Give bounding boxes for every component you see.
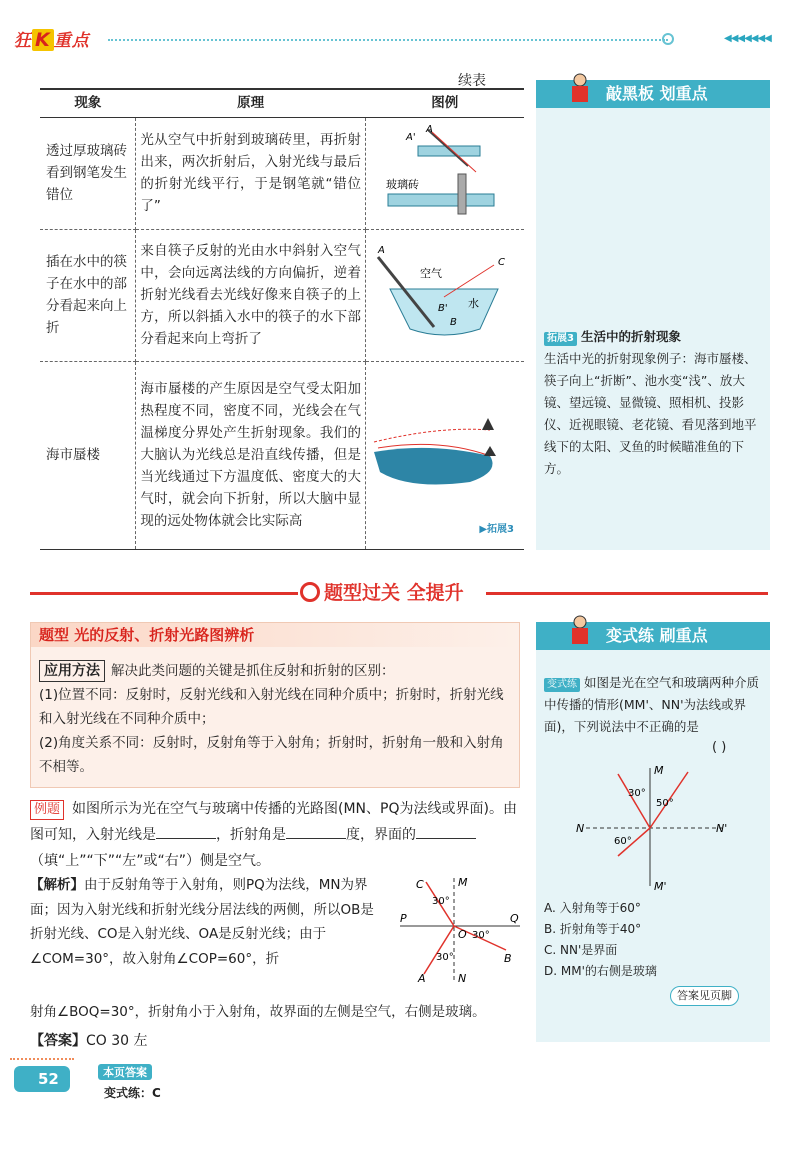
- phenomenon-cell: 海市蜃楼: [40, 361, 136, 549]
- fig-angle: 50°: [656, 798, 674, 809]
- fig-angle: 30°: [472, 930, 490, 941]
- practice-light-path-diagram: [576, 762, 736, 892]
- mirage-diagram: [370, 412, 520, 492]
- extension-title: 生活中的折射现象: [580, 329, 681, 344]
- option-d: D. MM'的右侧是玻璃: [544, 964, 657, 978]
- fig-label: A: [377, 244, 385, 256]
- fig-label: M': [654, 880, 667, 892]
- fig-caption: 玻璃砖: [385, 177, 419, 191]
- table-header-row: [40, 89, 524, 117]
- table-row: [40, 229, 524, 361]
- extension-tag: 拓展3: [544, 332, 577, 346]
- fig-angle: 60°: [614, 836, 632, 847]
- sidebar-title-bar: [536, 622, 770, 650]
- brand-logo: 狂 K 重点: [14, 29, 90, 51]
- student-icon: [566, 614, 594, 648]
- sidebar-title: 变式练 刷重点: [606, 626, 708, 645]
- answer-blank: [156, 838, 216, 839]
- fig-label: B': [437, 302, 448, 314]
- table-row: [40, 361, 524, 549]
- extension-tag: ▶拓展3: [479, 523, 514, 535]
- method-label: 应用方法: [39, 660, 105, 682]
- fig-label: P: [400, 912, 407, 925]
- table-header: 现象: [40, 89, 136, 117]
- sidebar-practice: [536, 622, 770, 1042]
- fig-label: M: [458, 876, 468, 889]
- footer-dotted-line: [10, 1058, 74, 1060]
- extension-body: 生活中光的折射现象例子：海市蜃楼、筷子向上“折断”、池水变“浅”、放大镜、望远镜、显微镜、照相机、投影仪、近视眼镜、老花镜、看见落到地平线下的太阳、叉鱼的时候瞄准鱼的下方。: [544, 351, 757, 476]
- method-intro: 解决此类问题的关键是抓住反射和折射的区别：: [111, 663, 395, 679]
- practice-question: 变式练 如图是光在空气和玻璃两种介质中传播的情形(MM'、NN'为法线或界面)，下列说法中不正确的是: [544, 675, 760, 734]
- answer-blank: [286, 838, 346, 839]
- answer-hint: 答案见页脚: [670, 986, 739, 1006]
- principle-cell: 海市蜃楼的产生原因是空气受太阳加热程度不同，密度不同，光线会在气温梯度分界处产生折射现象。我们的大脑认为光线总是沿直线传播，但是当光线通过下方温度低、密度大的大气时，就会向下折射，所以大脑中显现的远处物体就会比实际高: [136, 361, 366, 549]
- answer-blank: [416, 838, 476, 839]
- option-b: B. 折射角等于40°: [544, 922, 642, 936]
- fig-label: N': [716, 822, 728, 835]
- fig-label: Q: [510, 912, 519, 925]
- fig-angle: 30°: [432, 896, 450, 907]
- page-header: [0, 0, 800, 52]
- page-answer-label: 本页答案: [98, 1064, 152, 1080]
- table-header: 图例: [365, 89, 524, 117]
- method-point: (2)角度关系不同：反射时，反射角等于入射角；折射时，折射角一般和入射角不相等。: [39, 735, 504, 775]
- method-box: [30, 622, 520, 788]
- fig-angle: 30°: [628, 788, 646, 799]
- table-row: [40, 117, 524, 229]
- fig-label: A: [418, 972, 426, 984]
- fig-air-label: 空气: [419, 266, 442, 280]
- practice-tag: 变式练: [544, 678, 580, 692]
- phenomenon-cell: 插在水中的筷子在水中的部分看起来向上折: [40, 229, 136, 361]
- fig-label: O: [458, 928, 467, 941]
- header-circle-icon: [662, 33, 674, 45]
- phenomenon-cell: 透过厚玻璃砖看到钢笔发生错位: [40, 117, 136, 229]
- principle-cell: 来自筷子反射的光由水中斜射入空气中，会向远离法线的方向偏折，逆着折射光线看去光线好像来自筷子的上方，所以斜插入水中的筷子的水下部分看起来向上弯折了: [136, 229, 366, 361]
- sidebar-title: 敲黑板 划重点: [606, 84, 708, 103]
- example-light-path-diagram: [396, 874, 526, 984]
- chopstick-diagram: [370, 237, 520, 347]
- page-number: 52: [14, 1066, 70, 1092]
- section-line: [30, 592, 298, 595]
- analysis-continued: 射角∠BOQ=30°，折射角小于入射角，故界面的左侧是空气，右侧是玻璃。: [30, 1004, 486, 1020]
- fig-label: M: [654, 764, 664, 777]
- fig-label: C: [497, 256, 505, 268]
- method-point: (1)位置不同：反射时，反射光线和入射光线在同种介质中；折射时，折射光线和入射光线在不同种介质中；: [39, 687, 504, 727]
- section-line: [486, 592, 768, 595]
- teacher-icon: [566, 72, 594, 106]
- fig-label: B: [504, 952, 512, 965]
- target-icon: [300, 582, 320, 602]
- fig-label: B: [449, 316, 457, 328]
- section-title: 题型过关 全提升: [300, 578, 464, 605]
- option-c: C. NN'是界面: [544, 943, 618, 957]
- fig-label: N: [458, 972, 467, 984]
- glass-pen-diagram: [370, 122, 520, 218]
- header-dotted-line: [108, 39, 668, 41]
- option-a: A. 入射角等于60°: [544, 901, 641, 915]
- principle-cell: 光从空气中折射到玻璃砖里，再折射出来，两次折射后，入射光线与最后的折射光线平行，于是钢笔就“错位了”: [136, 117, 366, 229]
- example-question: 例题 如图所示为光在空气与玻璃中传播的光路图(MN、PQ为法线或界面)。由图可知，入射光线是 ，折射角是 度，界面的（填“上”“下”“左”或“右”）侧是空气。: [30, 801, 517, 869]
- extension-3: [544, 326, 766, 480]
- sidebar-title-bar: [536, 80, 770, 108]
- sidebar-key-points: [536, 80, 770, 550]
- header-arrows-icon: ◀◀◀◀◀◀◀: [724, 33, 771, 44]
- analysis: 【解析】由于反射角等于入射角，则PQ为法线，MN为界面；因为入射光线和折射光线分居法线的两侧，所以OB是折射光线、CO是入射光线、OA是反射光线；由于∠COM=30°，故入射角∠COP=60°，折: [30, 877, 374, 967]
- fig-label: N: [576, 822, 585, 835]
- fig-water-label: 水: [467, 296, 479, 310]
- fig-angle: 30°: [436, 952, 454, 963]
- example-answer: 【答案】CO 30 左: [30, 1033, 148, 1049]
- figure-chopstick: [365, 229, 524, 361]
- figure-mirage: [365, 361, 524, 549]
- refraction-table: [40, 88, 524, 550]
- fig-label: A': [405, 131, 416, 143]
- practice-options: [544, 898, 764, 982]
- table-header: 原理: [136, 89, 366, 117]
- example-label: 例题: [30, 800, 64, 820]
- fig-label: A: [425, 123, 433, 135]
- answer-paren: ( ): [712, 740, 727, 755]
- page-answer: 变式练：C: [104, 1086, 161, 1100]
- method-heading: 题型 光的反射、折射光路图辨析: [31, 623, 519, 647]
- fig-label: C: [416, 878, 424, 891]
- table-continued-label: 续表: [458, 73, 486, 89]
- figure-glass-pen: [365, 117, 524, 229]
